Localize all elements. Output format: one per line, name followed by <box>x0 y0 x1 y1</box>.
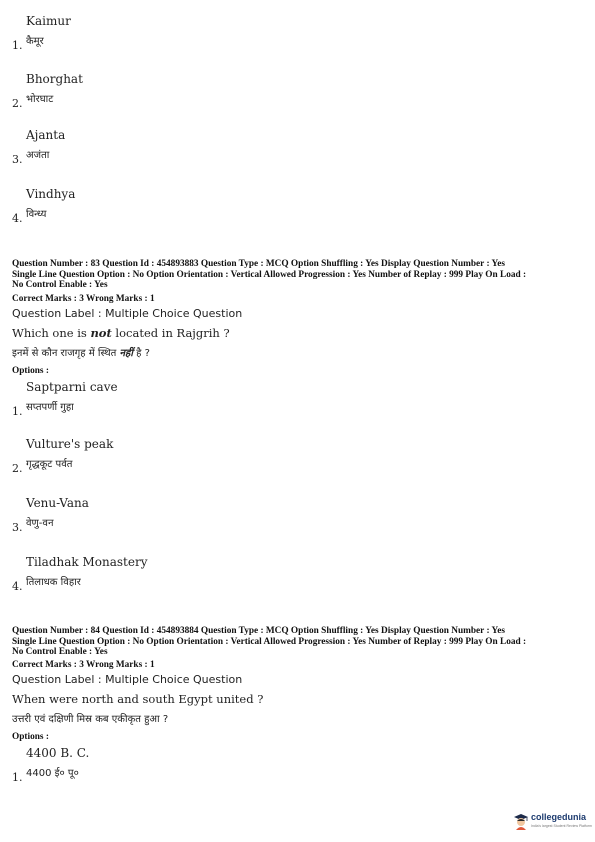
option-text-en: 4400 B. C. <box>26 746 90 760</box>
meta-line: No Control Enable : Yes <box>12 647 108 658</box>
question-83-label: Question Label : Multiple Choice Question <box>12 307 243 320</box>
option-number: 1. <box>12 405 23 418</box>
question-text-emphasis: not <box>90 326 112 340</box>
question-84-meta <box>12 626 587 658</box>
question-84-options-label: Options : <box>12 732 49 742</box>
question-83-marks: Correct Marks : 3 Wrong Marks : 1 <box>12 294 155 304</box>
option-number: 3. <box>12 153 23 166</box>
question-84-marks: Correct Marks : 3 Wrong Marks : 1 <box>12 660 155 670</box>
question-text-part: Which one is <box>12 326 91 340</box>
option-text-hi: भोरघाट <box>26 94 54 105</box>
option-text-en: Vulture's peak <box>26 437 114 451</box>
question-hindi-emphasis: नहीं <box>119 348 133 359</box>
option-text-en: Tiladhak Monastery <box>26 555 148 569</box>
question-83-hindi <box>12 345 150 359</box>
option-number: 3. <box>12 521 23 534</box>
option-text-en: Saptparni cave <box>26 380 118 394</box>
option-text-hi: अजंता <box>26 150 50 161</box>
question-84-label: Question Label : Multiple Choice Question <box>12 673 243 686</box>
meta-line: Question Number : 83 Question Id : 454893883 Question Type : MCQ Option Shuffling : Yes Display Question Number : Yes <box>12 259 505 269</box>
option-number: 2. <box>12 97 23 110</box>
option-text-hi: 4400 ई० पू० <box>26 768 79 779</box>
option-text-en: Bhorghat <box>26 72 83 86</box>
logo-brand: collegedunia <box>531 812 587 822</box>
option-text-hi: गृद्धकूट पर्वत <box>26 459 73 470</box>
option-text-hi: सप्तपर्णी गुहा <box>26 402 74 413</box>
meta-line: Single Line Question Option : No Option Orientation : Vertical Allowed Progression : Yes Number of Replay : 999 Play On Load : <box>12 636 527 647</box>
question-84-text: When were north and south Egypt united ? <box>12 692 264 706</box>
question-83-options-label: Options : <box>12 366 49 376</box>
option-text-en: Ajanta <box>26 128 66 142</box>
option-text-en: Venu-Vana <box>26 496 89 510</box>
option-number: 1. <box>12 771 23 784</box>
option-number: 4. <box>12 212 23 225</box>
option-number: 2. <box>12 462 23 475</box>
question-text-part: located in Rajgrih ? <box>111 326 230 340</box>
meta-line: Single Line Question Option : No Option Orientation : Vertical Allowed Progression : Yes Number of Replay : 999 Play On Load : <box>12 269 527 280</box>
question-83-text <box>12 326 230 340</box>
logo-tagline: India's largest Student Review Platform <box>531 824 592 828</box>
collegedunia-logo <box>513 811 592 833</box>
option-text-en: Kaimur <box>26 14 71 28</box>
question-hindi-part: इनमें से कौन राजगृह में स्थित <box>12 348 120 359</box>
question-hindi-part: है ? <box>132 348 150 359</box>
meta-line: Question Number : 84 Question Id : 454893884 Question Type : MCQ Option Shuffling : Yes Display Question Number : Yes <box>12 626 505 636</box>
option-text-hi: विन्ध्य <box>26 209 47 220</box>
question-84-hindi: उत्तरी एवं दक्षिणी मिस्र कब एकीकृत हुआ ? <box>12 714 169 725</box>
student-mascot-icon <box>513 812 529 830</box>
option-text-hi: वेणु-वन <box>26 518 54 529</box>
question-83-meta <box>12 259 587 291</box>
option-number: 4. <box>12 580 23 593</box>
option-text-hi: तिलाधक विहार <box>26 577 81 588</box>
option-number: 1. <box>12 39 23 52</box>
meta-line: No Control Enable : Yes <box>12 280 108 291</box>
option-text-hi: कैमूर <box>26 36 44 47</box>
option-text-en: Vindhya <box>26 187 76 201</box>
